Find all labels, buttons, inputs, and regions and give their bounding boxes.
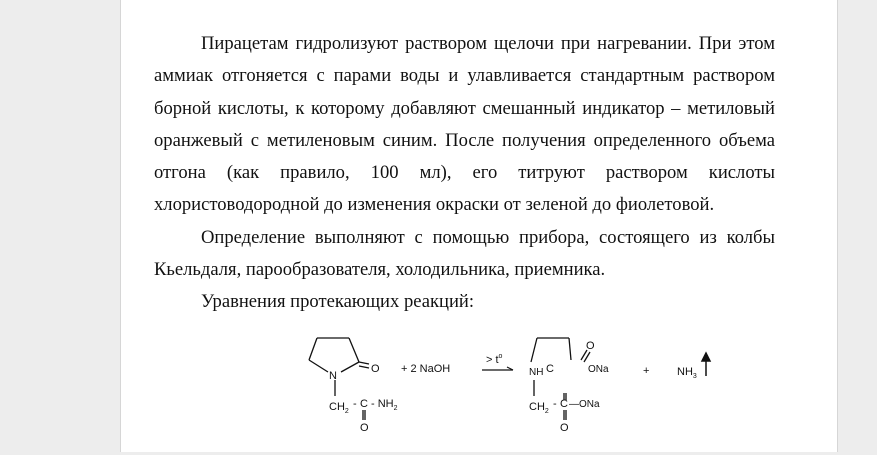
gas-evolution-arrow-icon — [702, 353, 710, 376]
text-line: Пирацетам гидролизуют раствором щелочи при нагревании. При этом — [201, 33, 775, 54]
ring-nitrogen-label: N — [329, 370, 337, 382]
carbonyl-carbon-label: C — [360, 398, 368, 410]
paragraph-1 — [154, 28, 775, 222]
product-ona-label: ONa — [588, 364, 609, 375]
product-carbon-label: C — [546, 363, 554, 375]
ring-oxygen-label: O — [371, 363, 380, 375]
text-line: аммиак отгоняется с парами воды и улавливается стандартным раствором — [154, 65, 775, 87]
paragraph-3 — [154, 286, 775, 318]
text-line: Кьельдаля, парообразователя, холодильника, приемника. — [154, 259, 606, 281]
product-oxygen-top-label: O — [586, 340, 595, 352]
product-dash-label: - — [553, 398, 557, 410]
document-text — [154, 28, 775, 319]
reaction-scheme — [301, 330, 741, 450]
text-line: Определение выполняют с помощью прибора, состоящего из колбы — [201, 226, 775, 248]
text-line: борной кислоты, к которому добавляют смешанный индикатор – метиловый — [154, 97, 775, 119]
condition-label: > $t^o$ — [486, 353, 503, 366]
dash-label: - — [353, 398, 357, 410]
text-line: хлористоводородной до изменения окраски от зеленой до фиолетовой. — [154, 194, 715, 216]
product-oxygen-bottom-label: O — [560, 422, 569, 434]
reaction-arrow — [482, 367, 513, 370]
product-ch2-label: $CH_2$ — [529, 401, 549, 415]
reaction-equation — [301, 330, 741, 450]
text-line: оранжевый с метиленовым синим. После получения определенного объема — [154, 129, 775, 151]
amide-oxygen-label: O — [360, 422, 369, 434]
product-nh-label: NH — [529, 367, 544, 378]
text-line: отгона (как правило, 100 мл), его титруют раствором кислоты — [154, 162, 775, 184]
ammonia-label: $NH_3$ — [677, 366, 697, 380]
text-line: Уравнения протекающих реакций: — [201, 291, 475, 313]
paragraph-2 — [154, 222, 775, 287]
product-ona2-label: —ONa — [569, 399, 600, 410]
document-page — [120, 0, 838, 452]
reagent-label: + 2 NaOH — [401, 363, 451, 375]
plus-sign: + — [643, 365, 650, 377]
ch2-label: $CH_2$ — [329, 401, 349, 415]
product-carbon2-label: C — [560, 398, 568, 410]
amide-nh2-label: - $NH_2$ — [371, 398, 398, 412]
